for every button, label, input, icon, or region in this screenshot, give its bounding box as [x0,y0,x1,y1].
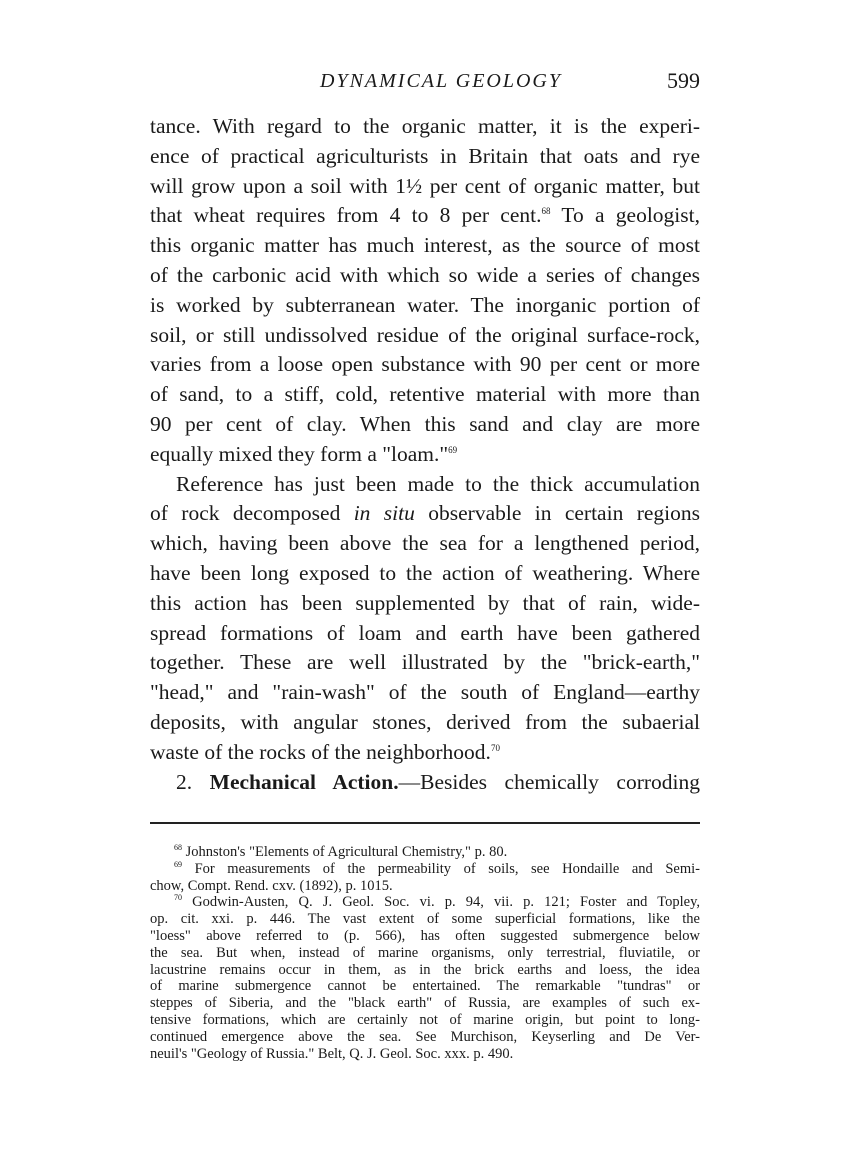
text-line: of rock decomposed in situ observable in certain regions [150,501,700,526]
running-title: DYNAMICAL GEOLOGY [320,70,562,92]
footnote-number: 69 [174,859,182,869]
text-line: is worked by subterranean water. The inorganic portion of [150,292,700,317]
text-line: spread formations of loam and earth have been gathered [150,620,700,645]
text-line: varies from a loose open substance with 90 per cent or more [150,352,700,377]
text-line: ence of practical agriculturists in Britain that oats and rye [150,143,700,168]
footnote-line: continued emergence above the sea. See Murchison, Keyserling and De Ver- [150,1028,700,1045]
footnote-line: op. cit. xxi. p. 446. The vast extent of some superficial formations, like the [150,911,700,928]
footnote-line: $^{69}$ For measurements of the permeability of soils, see Hondaille and Semi- [174,859,701,877]
footnote-ref: 70 [490,742,500,753]
text-line: soil, or still undissolved residue of the original surface-rock, [150,322,700,347]
footnote-ref: 69 [448,444,458,455]
footnote-number: 68 [174,843,182,853]
footnote-line: neuil's "Geology of Russia." Belt, Q. J. Geol. Soc. xxx. p. 490. [150,1045,514,1062]
text-line: together. These are well illustrated by the "brick-earth," [150,650,700,675]
footnote-line: "loess" above referred to (p. 566), has often suggested submergence below [150,927,700,944]
footnote-line: tensive formations, which are certainly not of marine origin, but point to long- [150,1011,700,1028]
text-line: equally mixed they form a "loam."$^{69}$ [150,441,458,466]
page-number: 599 [667,68,700,93]
footnote-line: $^{68}$ Johnston's "Elements of Agricultural Chemistry," p. 80. [174,843,508,860]
text-line: this action has been supplemented by that of rain, wide- [150,590,700,615]
footnote-line: the sea. But when, instead of marine organisms, only terrestrial, fluviatile, or [150,944,700,961]
footnote-divider [150,822,700,824]
text-line: have been long exposed to the action of weathering. Where [150,560,700,585]
page-header [150,64,700,100]
text-line: tance. With regard to the organic matter, it is the experi- [150,114,700,138]
text-line: deposits, with angular stones, derived from the subaerial [150,709,700,734]
footnote-number: 70 [174,893,182,903]
footnotes [150,844,700,1062]
footnote-line: $^{70}$ Godwin-Austen, Q. J. Geol. Soc. vi. p. 94, vii. p. 121; Foster and Topley, [174,893,701,911]
text-line: "head," and "rain-wash" of the south of England—earthy [150,680,700,705]
section-line: 2. Mechanical Action.—Besides chemically corroding [176,769,700,794]
footnote-line: lacustrine remains occur in them, as in the brick earths and loess, the idea [150,961,700,978]
section-heading: Mechanical Action. [209,769,399,794]
footnote-ref: 68 [541,206,551,217]
text-line: will grow upon a soil with 1½ per cent of organic matter, but [150,173,700,198]
footnote-line: of marine submergence cannot be entertained. The remarkable "tundras" or [150,978,700,995]
footnote-line: chow, Compt. Rend. cxv. (1892), p. 1015. [150,877,393,894]
text-line: which, having been above the sea for a lengthened period, [150,531,700,556]
text-line: waste of the rocks of the neighborhood.$^{70}$ [150,739,500,764]
section-number: 2. [176,769,210,794]
text-line: Reference has just been made to the thick accumulation [176,471,700,496]
text-line: that wheat requires from 4 to 8 per cent.$^{68}$ To a geologist, [150,203,700,228]
text-line: this organic matter has much interest, as the source of most [150,233,700,258]
text-line: 90 per cent of clay. When this sand and clay are more [150,411,700,436]
text-line: of sand, to a stiff, cold, retentive material with more than [150,382,700,407]
footnote-line: steppes of Siberia, and the "black earth" of Russia, are examples of such ex- [150,995,700,1012]
text-line: of the carbonic acid with which so wide a series of changes [150,262,700,287]
italic-term: in situ [353,501,415,526]
body-text [150,112,700,797]
